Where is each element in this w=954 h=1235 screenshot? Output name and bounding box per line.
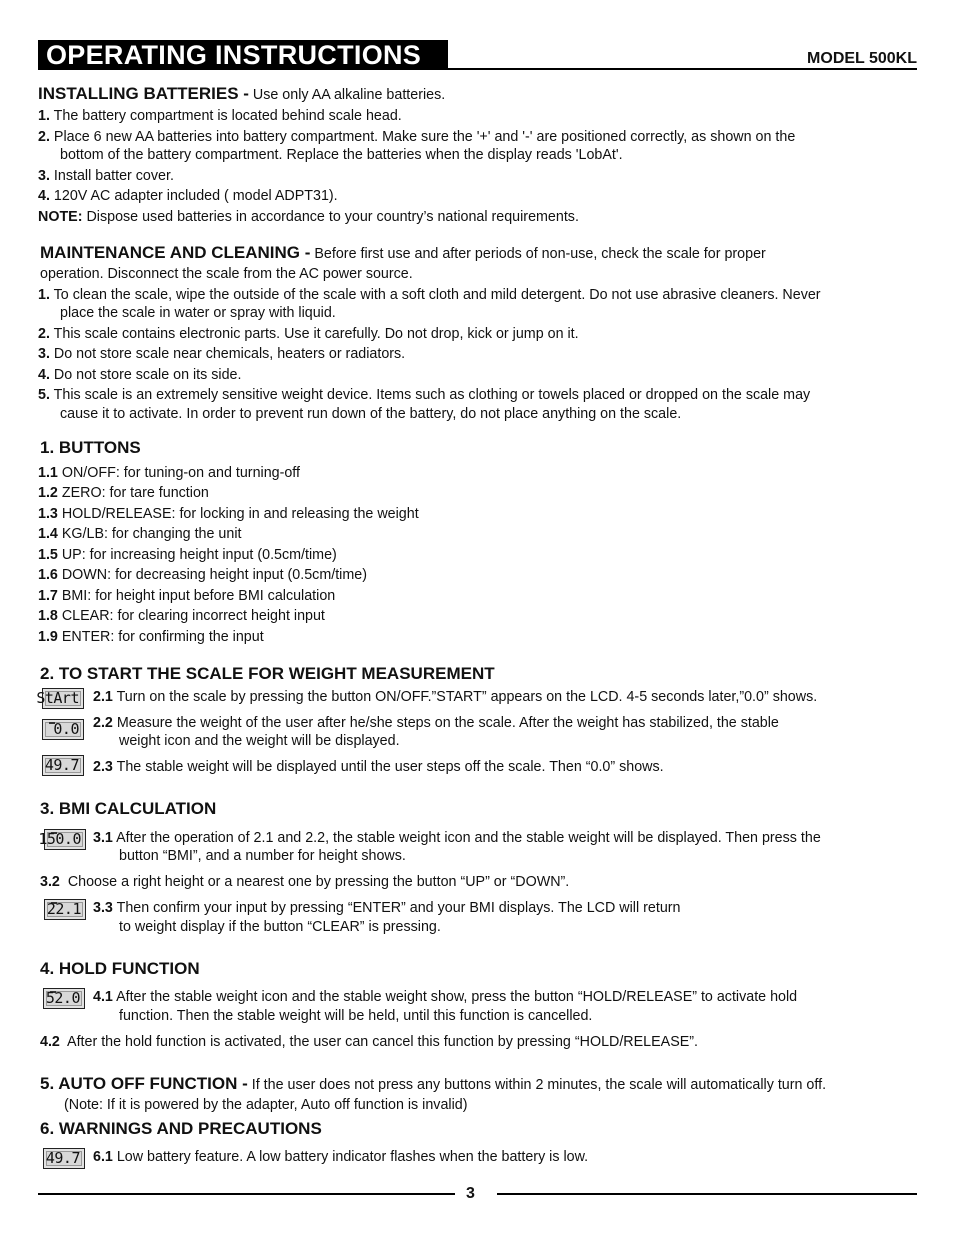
buttons-heading: 1. BUTTONS [40,438,141,457]
bmi-item-3-cont: to weight display if the button “CLEAR” is pressing. [119,919,441,935]
page-title: OPERATING INSTRUCTIONS [46,40,422,70]
lcd-display-hold: 52.0 [43,988,85,1009]
footer-rule-left [38,1193,455,1195]
start-heading: 2. TO START THE SCALE FOR WEIGHT MEASUREMENT [40,664,495,683]
button-item: 1.7 BMI: for height input before BMI calculation [38,588,336,604]
installing-heading: INSTALLING BATTERIES - Use only AA alkaline batteries. [38,84,446,103]
lcd-display-weight: 49.7 [42,755,84,776]
button-item: 1.1 ON/OFF: for tuning-on and turning-off [38,465,300,481]
maintenance-item-5-cont: cause it to activate. In order to prevent run down of the battery, do not place anything on the scale. [60,406,682,422]
button-item: 1.6 DOWN: for decreasing height input (0.5cm/time) [38,567,367,583]
button-item: 1.2 ZERO: for tare function [38,485,209,501]
button-item: 1.9 ENTER: for confirming the input [38,629,264,645]
bmi-item-1: 3.1 After the operation of 2.1 and 2.2, the stable weight icon and the stable weight will be displayed. Then press the [93,830,821,846]
footer-rule-right [497,1193,917,1195]
installing-item-1: 1. The battery compartment is located behind scale head. [38,108,402,124]
bmi-item-3: 3.3 Then confirm your input by pressing “ENTER” and your BMI displays. The LCD will return [93,900,681,916]
button-item: 1.8 CLEAR: for clearing incorrect height input [38,608,325,624]
maintenance-item-1-cont: place the scale in water or spray with liquid. [60,305,336,321]
autooff-note: (Note: If it is powered by the adapter, Auto off function is invalid) [64,1097,468,1113]
hold-item-1: 4.1 After the stable weight icon and the stable weight show, press the button “HOLD/RELEASE” to activate hold [93,989,798,1005]
maintenance-item-1: 1. To clean the scale, wipe the outside of the scale with a soft cloth and mild detergent. Do not use abrasive cleaners. Never [38,287,821,303]
maintenance-item-3: 3. Do not store scale near chemicals, heaters or radiators. [38,346,406,362]
button-item: 1.5 UP: for increasing height input (0.5cm/time) [38,547,337,563]
start-item-3: 2.3 The stable weight will be displayed until the user steps off the scale. Then “0.0” shows. [93,759,664,775]
button-item: 1.3 HOLD/RELEASE: for locking in and releasing the weight [38,506,419,522]
lcd-display-bmi: 22.1 [44,899,86,920]
autooff-heading: 5. AUTO OFF FUNCTION - If the user does not press any buttons within 2 minutes, the scale will automatically turn off. [40,1074,827,1093]
installing-item-3: 3. Install batter cover. [38,168,174,184]
title-rule [448,68,917,70]
maintenance-heading: MAINTENANCE AND CLEANING - Before first use and after periods of non-use, check the scale for proper [40,243,766,262]
maintenance-item-5: 5. This scale is an extremely sensitive weight device. Items such as clothing or towels placed or dropped on the scale may [38,387,811,403]
hold-heading: 4. HOLD FUNCTION [40,959,200,978]
page-number: 3 [466,1185,475,1202]
bmi-heading: 3. BMI CALCULATION [40,799,217,818]
lcd-display-zero: 0.0 [42,719,84,740]
button-item: 1.4 KG/LB: for changing the unit [38,526,242,542]
warnings-item-1: 6.1 Low battery feature. A low battery indicator flashes when the battery is low. [93,1149,589,1165]
model-label: MODEL 500KL [807,50,917,67]
maintenance-item-2: 2. This scale contains electronic parts. Use it carefully. Do not drop, kick or jump on it. [38,326,579,342]
start-item-2-cont: weight icon and the weight will be displayed. [119,733,400,749]
lcd-display-low-battery: 49.7 [43,1148,85,1169]
bmi-item-1-cont: button “BMI”, and a number for height shows. [119,848,406,864]
start-item-1: 2.1 Turn on the scale by pressing the button ON/OFF.”START” appears on the LCD. 4-5 seconds later,”0.0” shows. [93,689,818,705]
installing-item-2-cont: bottom of the battery compartment. Replace the batteries when the display reads 'LobAt'. [60,147,623,163]
lcd-display-height: 150.0 [44,829,86,850]
installing-note: NOTE: Dispose used batteries in accordance to your country’s national requirements. [38,209,579,225]
warnings-heading: 6. WARNINGS AND PRECAUTIONS [40,1119,322,1138]
installing-item-2: 2. Place 6 new AA batteries into battery compartment. Make sure the '+' and '-' are positioned correctly, as shown on the [38,129,796,145]
maintenance-item-4: 4. Do not store scale on its side. [38,367,242,383]
maintenance-intro: operation. Disconnect the scale from the AC power source. [40,266,413,282]
installing-item-4: 4. 120V AC adapter included ( model ADPT31). [38,188,338,204]
hold-item-1-cont: function. Then the stable weight will be held, until this function is cancelled. [119,1008,593,1024]
lcd-display-start: StArt [42,688,84,709]
hold-item-2: 4.2 After the hold function is activated, the user can cancel this function by pressing “HOLD/RELEASE”. [40,1034,699,1050]
start-item-2: 2.2 Measure the weight of the user after he/she steps on the scale. After the weight has stabilized, the stable [93,715,779,731]
bmi-item-2: 3.2 Choose a right height or a nearest one by pressing the button “UP” or “DOWN”. [40,874,570,890]
